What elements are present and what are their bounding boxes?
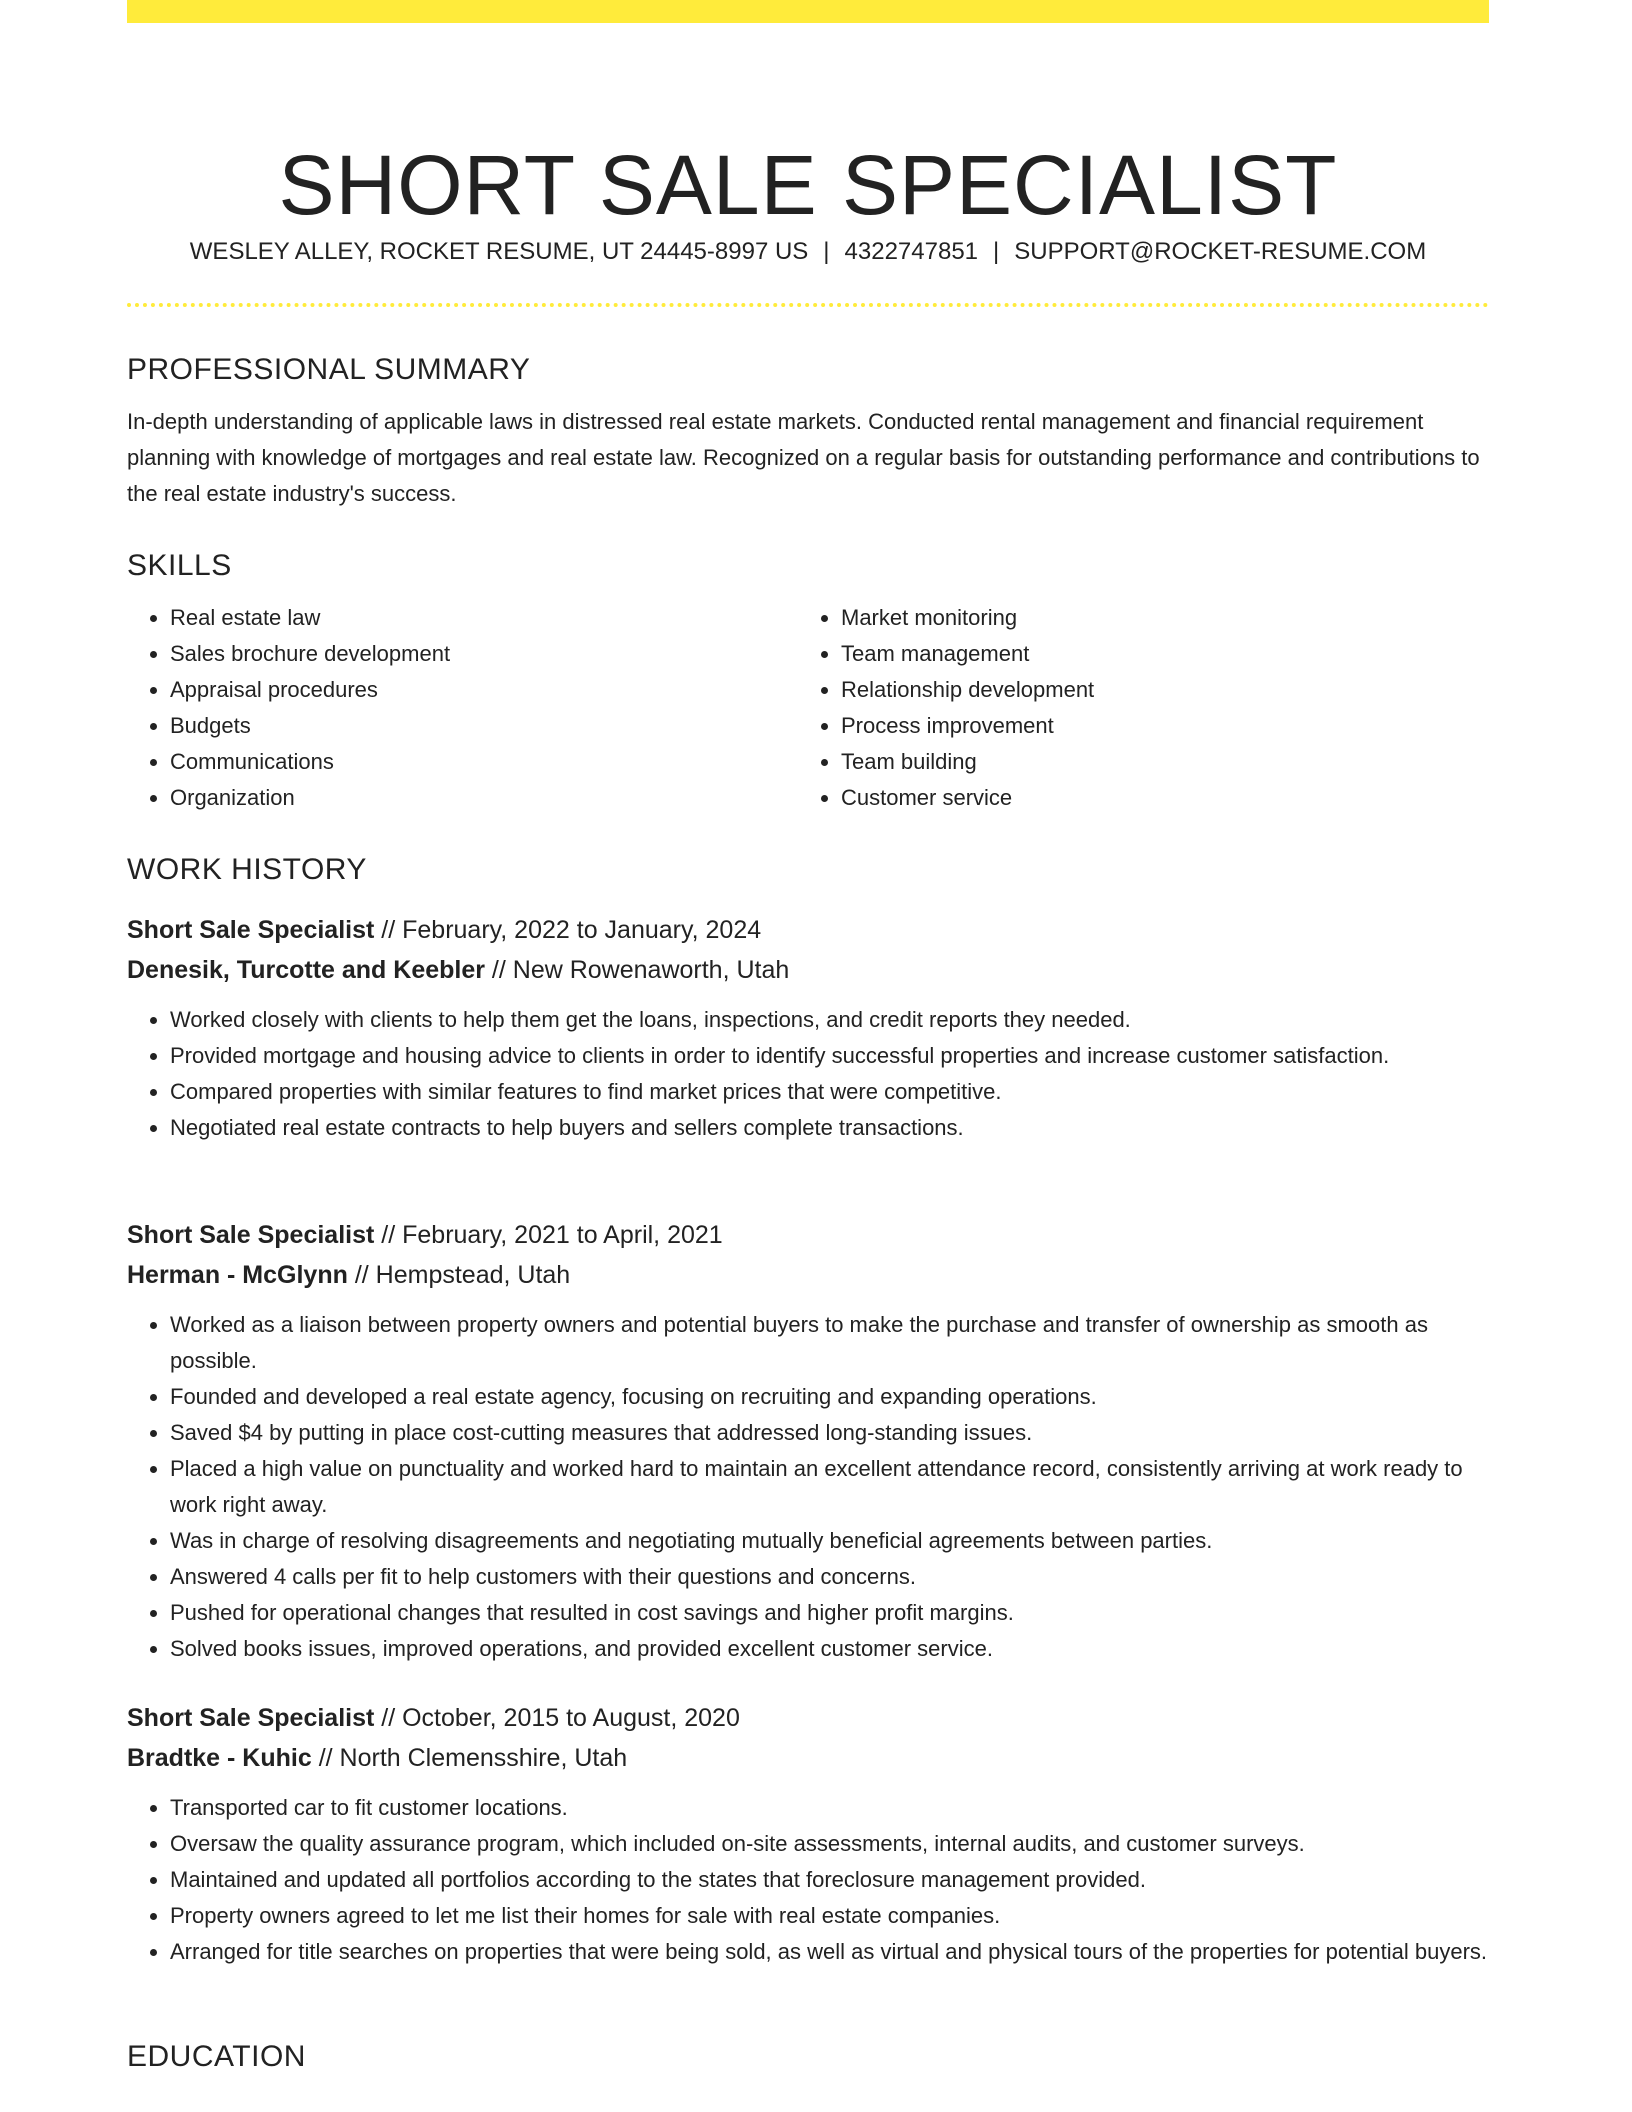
work-history-section [127, 850, 1489, 890]
contact-line [127, 232, 1489, 272]
skill-item: • Organization [170, 780, 798, 816]
job-duty: • Worked as a liaison between property owners and potential buyers to make the purchase and transfer of ownership as smooth as possible. [170, 1307, 1489, 1379]
job-duty: • Transported car to fit customer locations. [170, 1790, 1489, 1826]
contact-separator: | [993, 238, 1000, 265]
job-title-line [127, 1215, 1489, 1255]
skills-section [127, 546, 1489, 816]
skills-heading: SKILLS [127, 549, 232, 582]
job-title-line [127, 910, 1489, 950]
job-company-line [127, 1255, 1489, 1295]
job-duty: • Oversaw the quality assurance program, which included on-site assessments, internal audits, and customer surveys. [170, 1826, 1489, 1862]
job-title: Short Sale Specialist [127, 916, 375, 944]
job-title-line [127, 1698, 1489, 1738]
skills-column-left [127, 600, 798, 816]
job-duty: • Pushed for operational changes that resulted in cost savings and higher profit margins. [170, 1595, 1489, 1631]
job-duty: • Compared properties with similar features to find market prices that were competitive. [170, 1074, 1489, 1110]
job-duties [127, 1307, 1489, 1667]
job-duty: • Negotiated real estate contracts to help buyers and sellers complete transactions. [170, 1110, 1489, 1146]
job-duty: • Placed a high value on punctuality and worked hard to maintain an excellent attendance record, consistently arriving at work ready to work right away. [170, 1451, 1489, 1523]
job-duties [127, 1002, 1489, 1146]
skill-item: • Budgets [170, 708, 798, 744]
contact-address: WESLEY ALLEY, ROCKET RESUME, UT 24445-8997 US [189, 238, 809, 265]
resume-title: SHORT SALE SPECIALIST [278, 138, 1338, 233]
job-company: Herman - McGlynn [127, 1261, 348, 1289]
job-duty: • Was in charge of resolving disagreements and negotiating mutually beneficial agreements between parties. [170, 1523, 1489, 1559]
job-duty: • Founded and developed a real estate agency, focusing on recruiting and expanding operations. [170, 1379, 1489, 1415]
summary-section [127, 350, 1489, 512]
contact-separator: | [823, 238, 830, 265]
skill-item: • Market monitoring [841, 600, 1469, 636]
contact-phone: 4322747851 [844, 238, 979, 265]
skill-item: • Relationship development [841, 672, 1469, 708]
skills-columns [127, 600, 1489, 816]
job-entry [127, 1215, 1489, 1667]
job-duty: • Maintained and updated all portfolios according to the states that foreclosure management provided. [170, 1862, 1489, 1898]
skill-item: • Process improvement [841, 708, 1469, 744]
job-dates: // October, 2015 to August, 2020 [374, 1704, 740, 1732]
skill-item: • Appraisal procedures [170, 672, 798, 708]
job-duty: • Saved $4 by putting in place cost-cutting measures that addressed long-standing issues. [170, 1415, 1489, 1451]
skill-item: • Communications [170, 744, 798, 780]
job-company: Denesik, Turcotte and Keebler [127, 956, 485, 984]
work-history-heading: WORK HISTORY [127, 853, 367, 886]
job-dates: // February, 2021 to April, 2021 [374, 1221, 723, 1249]
job-duty: • Provided mortgage and housing advice to clients in order to identify successful properties and increase customer satisfaction. [170, 1038, 1489, 1074]
job-entry [127, 1698, 1489, 1970]
job-duty: • Worked closely with clients to help them get the loans, inspections, and credit reports they needed. [170, 1002, 1489, 1038]
summary-heading: PROFESSIONAL SUMMARY [127, 353, 531, 386]
job-duty: • Arranged for title searches on properties that were being sold, as well as virtual and physical tours of the properties for potential buyers. [170, 1934, 1489, 1970]
job-company-line [127, 950, 1489, 990]
job-company: Bradtke - Kuhic [127, 1744, 312, 1772]
job-dates: // February, 2022 to January, 2024 [374, 916, 762, 944]
top-accent-bar [127, 0, 1489, 23]
summary-text: In-depth understanding of applicable laws in distressed real estate markets. Conducted rental management and financial requirement planning with knowledge of mortgages and real estate law. Recognized on a regular basis for outstanding performance and contributions to the real estate industry's success. [127, 409, 1480, 506]
job-duty: • Answered 4 calls per fit to help customers with their questions and concerns. [170, 1559, 1489, 1595]
skill-item: • Team management [841, 636, 1469, 672]
skills-column-right [798, 600, 1469, 816]
job-title: Short Sale Specialist [127, 1704, 375, 1732]
skill-item: • Real estate law [170, 600, 798, 636]
job-duty: • Solved books issues, improved operations, and provided excellent customer service. [170, 1631, 1489, 1667]
job-location: // New Rowenaworth, Utah [484, 956, 790, 984]
job-entry [127, 910, 1489, 1146]
contact-email: SUPPORT@ROCKET-RESUME.COM [1014, 238, 1427, 265]
job-location: // North Clemensshire, Utah [311, 1744, 628, 1772]
job-duties [127, 1790, 1489, 1970]
skill-item: • Team building [841, 744, 1469, 780]
header-divider [127, 303, 1489, 307]
job-duty: • Property owners agreed to let me list their homes for sale with real estate companies. [170, 1898, 1489, 1934]
job-location: // Hempstead, Utah [347, 1261, 571, 1289]
job-company-line [127, 1738, 1489, 1778]
job-title: Short Sale Specialist [127, 1221, 375, 1249]
skill-item: • Customer service [841, 780, 1469, 816]
education-heading: EDUCATION [127, 2040, 306, 2073]
skill-item: • Sales brochure development [170, 636, 798, 672]
education-section [127, 2037, 1489, 2077]
